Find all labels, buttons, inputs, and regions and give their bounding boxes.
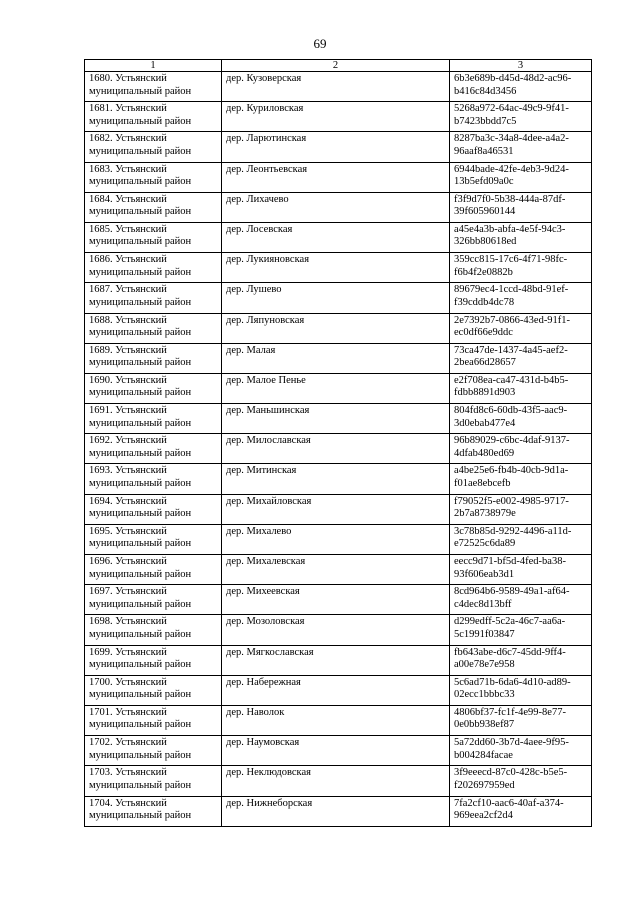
guid-cell [450, 736, 592, 766]
municipality-line: муниципальный район [89, 176, 192, 188]
settlement-cell: дер. Наумовская [222, 736, 450, 766]
municipality-cell [85, 645, 222, 675]
municipality-line: 1691. Устьянский [89, 405, 167, 417]
guid-line: 3c78b85d-9292-4496-a11d- [454, 525, 572, 537]
municipality-line: муниципальный район [89, 296, 192, 308]
table-row [85, 162, 592, 192]
table-header-row [85, 60, 592, 72]
table-row [85, 796, 592, 826]
guid-line: 326bb80618ed [454, 236, 517, 248]
guid-line: 2b7a8738979e [454, 508, 516, 520]
settlement-cell: дер. Михеевская [222, 585, 450, 615]
settlement-cell: дер. Михалевская [222, 555, 450, 585]
guid-line: e72525c6da89 [454, 538, 516, 550]
guid-line: e2f708ea-ca47-431d-b4b5- [454, 374, 569, 386]
municipality-cell [85, 253, 222, 283]
municipality-line: муниципальный район [89, 477, 192, 489]
settlement-cell: дер. Кузоверская [222, 72, 450, 102]
guid-line: 7fa2cf10-aac6-40af-a374- [454, 797, 564, 809]
municipality-line: муниципальный район [89, 266, 192, 278]
municipality-line: 1684. Устьянский [89, 193, 167, 205]
municipality-cell [85, 313, 222, 343]
guid-cell [450, 766, 592, 796]
settlement-cell: дер. Лукияновская [222, 253, 450, 283]
guid-line: f202697959ed [454, 779, 515, 791]
table-row [85, 102, 592, 132]
table-row [85, 72, 592, 102]
settlement-cell: дер. Нижнеборская [222, 796, 450, 826]
municipality-line: муниципальный район [89, 628, 192, 640]
guid-line: 73ca47de-1437-4a45-aef2- [454, 344, 568, 356]
settlement-cell: дер. Митинская [222, 464, 450, 494]
municipality-line: муниципальный район [89, 357, 192, 369]
settlement-cell: дер. Неклюдовская [222, 766, 450, 796]
municipality-cell [85, 404, 222, 434]
municipality-cell [85, 675, 222, 705]
municipality-line: 1683. Устьянский [89, 163, 167, 175]
municipality-line: 1693. Устьянский [89, 465, 167, 477]
guid-line: 359cc815-17c6-4f71-98fc- [454, 254, 568, 266]
settlement-cell: дер. Малое Пенье [222, 373, 450, 403]
guid-line: 8cd964b6-9589-49a1-af64- [454, 586, 570, 598]
guid-cell [450, 192, 592, 222]
guid-line: b416c84d3456 [454, 85, 517, 97]
settlement-cell: дер. Малая [222, 343, 450, 373]
municipality-cell [85, 283, 222, 313]
guid-line: 02ecc1bbbc33 [454, 689, 515, 701]
municipality-line: муниципальный район [89, 508, 192, 520]
municipality-line: 1689. Устьянский [89, 344, 167, 356]
municipality-line: муниципальный район [89, 447, 192, 459]
municipality-line: муниципальный район [89, 236, 192, 248]
municipality-line: муниципальный район [89, 417, 192, 429]
table-row [85, 343, 592, 373]
guid-line: eecc9d71-bf5d-4fed-ba38- [454, 556, 566, 567]
municipality-cell [85, 434, 222, 464]
municipality-line: 1695. Устьянский [89, 525, 167, 537]
municipality-cell [85, 222, 222, 252]
municipality-cell [85, 585, 222, 615]
municipality-line: 1692. Устьянский [89, 435, 167, 447]
municipality-line: муниципальный район [89, 115, 192, 127]
guid-line: 6944bade-42fe-4eb3-9d24- [454, 163, 569, 175]
municipality-cell [85, 192, 222, 222]
municipality-cell [85, 162, 222, 192]
municipality-cell [85, 464, 222, 494]
guid-line: f3f9d7f0-5b38-444a-87df- [454, 193, 566, 205]
guid-line: a45e4a3b-abfa-4e5f-94c3- [454, 223, 566, 235]
municipality-line: муниципальный район [89, 145, 192, 157]
guid-cell [450, 464, 592, 494]
guid-cell [450, 162, 592, 192]
municipality-line: 1701. Устьянский [89, 706, 167, 718]
guid-line: 2e7392b7-0866-43ed-91f1- [454, 314, 571, 326]
guid-line: f79052f5-e002-4985-9717- [454, 495, 569, 507]
guid-cell [450, 102, 592, 132]
settlement-cell: дер. Лушево [222, 283, 450, 313]
municipality-line: 1697. Устьянский [89, 586, 167, 598]
guid-line: f01ae8ebcefb [454, 477, 511, 489]
guid-cell [450, 705, 592, 735]
municipality-line: муниципальный район [89, 327, 192, 338]
guid-line: 2bea66d28657 [454, 357, 516, 369]
municipality-line: муниципальный район [89, 749, 192, 761]
municipality-line: 1699. Устьянский [89, 646, 167, 658]
guid-cell [450, 283, 592, 313]
guid-line: f6b4f2e0882b [454, 266, 513, 278]
guid-line: f39cddb4dc78 [454, 296, 515, 308]
settlement-cell: дер. Михайловская [222, 494, 450, 524]
municipality-line: муниципальный район [89, 85, 192, 97]
guid-cell [450, 615, 592, 645]
municipality-cell [85, 373, 222, 403]
municipality-line: 1686. Устьянский [89, 254, 167, 266]
guid-cell [450, 585, 592, 615]
table-row [85, 434, 592, 464]
settlement-cell: дер. Лихачево [222, 192, 450, 222]
guid-cell [450, 313, 592, 343]
municipality-line: муниципальный район [89, 538, 192, 550]
municipality-line: муниципальный район [89, 568, 192, 580]
table-row [85, 675, 592, 705]
municipality-line: 1704. Устьянский [89, 797, 167, 809]
table-row [85, 132, 592, 162]
guid-cell [450, 253, 592, 283]
municipality-cell [85, 736, 222, 766]
municipality-cell [85, 796, 222, 826]
table-row [85, 705, 592, 735]
guid-line: 5a72dd60-3b7d-4aee-9f95- [454, 737, 569, 749]
municipality-line: 1682. Устьянский [89, 133, 167, 145]
guid-line: 6b3e689b-d45d-48d2-ac96- [454, 73, 572, 84]
settlement-cell: дер. Наволок [222, 705, 450, 735]
guid-cell [450, 494, 592, 524]
municipality-line: 1696. Устьянский [89, 556, 167, 567]
municipality-cell [85, 705, 222, 735]
guid-line: 39f605960144 [454, 206, 516, 218]
settlement-cell: дер. Мозоловская [222, 615, 450, 645]
table-row [85, 585, 592, 615]
settlement-cell: дер. Набережная [222, 675, 450, 705]
municipality-line: 1688. Устьянский [89, 314, 167, 326]
municipality-line: 1681. Устьянский [89, 103, 167, 115]
column-header-2: 2 [222, 60, 450, 72]
table-row [85, 192, 592, 222]
table-row [85, 464, 592, 494]
guid-line: 93f606eab3d1 [454, 568, 515, 580]
guid-cell [450, 524, 592, 554]
municipality-line: муниципальный район [89, 810, 192, 821]
guid-line: 5c1991f03847 [454, 628, 515, 640]
municipality-line: 1698. Устьянский [89, 616, 167, 628]
municipality-line: 1685. Устьянский [89, 223, 167, 235]
municipality-line: 1694. Устьянский [89, 495, 167, 507]
guid-line: a00e78e7e958 [454, 659, 515, 671]
municipality-line: 1700. Устьянский [89, 676, 167, 688]
guid-line: 969eea2cf2d4 [454, 810, 513, 821]
municipality-cell [85, 766, 222, 796]
municipality-cell [85, 524, 222, 554]
municipality-line: 1703. Устьянский [89, 767, 167, 779]
municipality-cell [85, 615, 222, 645]
guid-cell [450, 343, 592, 373]
guid-cell [450, 796, 592, 826]
table-row [85, 494, 592, 524]
guid-line: fb643abe-d6c7-45dd-9ff4- [454, 646, 566, 658]
guid-cell [450, 555, 592, 585]
guid-line: c4dec8d13bff [454, 598, 512, 610]
guid-line: ec0df66e9ddc [454, 327, 513, 338]
municipality-cell [85, 555, 222, 585]
guid-line: 4806bf37-fc1f-4e99-8e77- [454, 706, 566, 718]
settlement-cell: дер. Михалево [222, 524, 450, 554]
municipality-line: 1687. Устьянский [89, 284, 167, 296]
guid-cell [450, 434, 592, 464]
guid-line: b7423bbdd7c5 [454, 115, 517, 127]
guid-line: 8287ba3c-34a8-4dee-a4a2- [454, 133, 569, 145]
guid-line: 96b89029-c6bc-4daf-9137- [454, 435, 570, 447]
guid-line: 89679ec4-1ccd-48bd-91ef- [454, 284, 569, 296]
guid-cell [450, 132, 592, 162]
settlement-cell: дер. Куриловская [222, 102, 450, 132]
guid-cell [450, 222, 592, 252]
municipality-line: муниципальный район [89, 598, 192, 610]
guid-cell [450, 645, 592, 675]
settlement-cell: дер. Маньшинская [222, 404, 450, 434]
guid-line: fdbb8891d903 [454, 387, 516, 399]
page-number: 69 [313, 36, 327, 51]
guid-cell [450, 373, 592, 403]
municipality-line: муниципальный район [89, 689, 192, 701]
settlement-cell: дер. Мягкославская [222, 645, 450, 675]
table-body [85, 72, 592, 827]
municipality-line: 1690. Устьянский [89, 374, 167, 386]
municipality-line: муниципальный район [89, 206, 192, 218]
municipality-line: 1680. Устьянский [89, 73, 167, 84]
guid-cell [450, 72, 592, 102]
municipality-cell [85, 102, 222, 132]
settlement-cell: дер. Ларютинская [222, 132, 450, 162]
table-row [85, 524, 592, 554]
table-row [85, 766, 592, 796]
column-header-1: 1 [85, 60, 222, 72]
municipality-cell [85, 72, 222, 102]
municipality-line: муниципальный район [89, 387, 192, 399]
column-header-3: 3 [450, 60, 592, 72]
municipality-line: муниципальный район [89, 779, 192, 791]
table-row [85, 736, 592, 766]
municipality-cell [85, 343, 222, 373]
table-row [85, 373, 592, 403]
table-row [85, 555, 592, 585]
table-row [85, 615, 592, 645]
municipality-line: 1702. Устьянский [89, 737, 167, 749]
guid-line: d299edff-5c2a-46c7-aa6a- [454, 616, 566, 628]
settlement-cell: дер. Ляпуновская [222, 313, 450, 343]
table-row [85, 313, 592, 343]
guid-cell [450, 404, 592, 434]
settlement-cell: дер. Лосевская [222, 222, 450, 252]
guid-line: 5c6ad71b-6da6-4d10-ad89- [454, 676, 571, 688]
guid-cell [450, 675, 592, 705]
table-row [85, 645, 592, 675]
guid-line: 13b5efd09a0c [454, 176, 514, 188]
guid-line: 804fd8c6-60db-43f5-aac9- [454, 405, 568, 417]
guid-line: a4be25e6-fb4b-40cb-9d1a- [454, 465, 569, 477]
table-row [85, 222, 592, 252]
settlements-table [84, 59, 592, 827]
municipality-cell [85, 132, 222, 162]
municipality-line: муниципальный район [89, 719, 192, 731]
municipality-line: муниципальный район [89, 659, 192, 671]
table-row [85, 283, 592, 313]
guid-line: 0e0bb938ef87 [454, 719, 515, 731]
guid-line: 5268a972-64ac-49c9-9f41- [454, 103, 569, 115]
table-row [85, 404, 592, 434]
guid-line: b004284facae [454, 749, 513, 761]
settlement-cell: дер. Милославская [222, 434, 450, 464]
table-row [85, 253, 592, 283]
guid-line: 4dfab480ed69 [454, 447, 515, 459]
settlement-cell: дер. Леонтьевская [222, 162, 450, 192]
guid-line: 96aaf8a46531 [454, 145, 514, 157]
guid-line: 3d0ebab477e4 [454, 417, 516, 429]
municipality-cell [85, 494, 222, 524]
guid-line: 3f9eeecd-87c0-428c-b5e5- [454, 767, 568, 779]
